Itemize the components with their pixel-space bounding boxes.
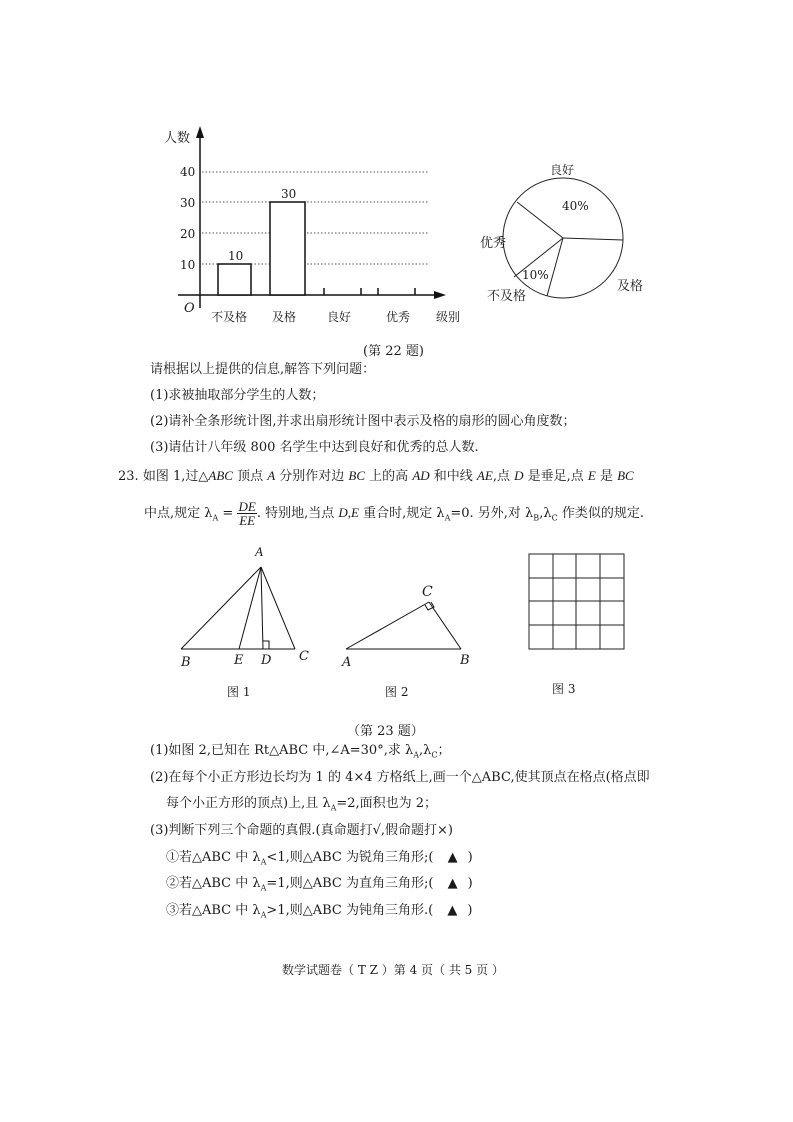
q23-statement-3: ③若△ABC 中 $\lambda_A>1$,则△ABC 为钝角三角形.( ▲ ) [166,903,473,920]
q22-caption: (第 22 题) [363,344,424,359]
pie-label-jige: 及格 [617,279,644,294]
x-cat-bujige: 不及格 [211,310,248,324]
bar-bujige [218,264,251,295]
x-axis-title: 级别 [436,310,461,324]
figure-2 [335,575,485,705]
y-tick-30: 30 [180,196,196,210]
fig1-point-b: B [181,655,191,670]
q23-part2-line1: (2)在每个小正方形边长均为 1 的 4×4 方格纸上,画一个△ABC,使其顶点在格点(格点即 [150,770,650,785]
q22-part1: (1)求被抽取部分学生的人数； [150,388,325,403]
fig1-point-d: D [261,653,272,668]
fig1-point-a: A [255,544,263,559]
x-cat-lianghao: 良好 [327,310,352,324]
q23-part1: (1)如图 2,已知在 Rt△ABC 中,∠A=30°,求 $\lambda_A,\lambda_C$； [150,743,451,760]
page-footer: 数学试题卷（ T Z ）第 4 页（ 共 5 页 ） [282,963,504,977]
answer-placeholder-icon: ▲ [447,876,458,891]
q23-part3: (3)判断下列三个命题的真假.(真命题打√,假命题打×) [150,823,453,838]
empty-bar-ticks [324,288,415,295]
fig1-point-e: E [234,653,244,668]
q22-part3: (3)请估计八年级 800 名学生中达到良好和优秀的总人数. [150,440,479,455]
fig1-label: 图 1 [227,685,251,699]
q23-caption: （第 23 题） [347,724,424,739]
fig2-point-c: C [422,584,433,600]
y-tick-40: 40 [180,165,196,179]
answer-placeholder-icon: ▲ [447,903,458,918]
pie-value-bujige: 10% [522,268,549,282]
grid-4x4 [529,554,624,649]
fig3-label: 图 3 [552,682,576,695]
fig2-label: 图 2 [385,685,409,699]
x-cat-youxiu: 优秀 [386,310,411,324]
fig2-point-b: B [460,653,470,668]
answer-placeholder-icon: ▲ [447,850,458,865]
pie-label-youxiu: 优秀 [480,236,507,251]
q23-stem-line1: 23. 如图 1,过△ABC 顶点 A 分别作对边 BC 上的高 AD 和中线 AE,点 D 是垂足,点 E 是 BC [118,468,634,484]
bar-value-bujige: 10 [228,249,244,263]
q22-intro: 请根据以上提供的信息,解答下列问题： [150,362,376,377]
x-cat-jige: 及格 [272,310,297,324]
fig1-point-c: C [299,649,309,664]
pie-chart [480,160,660,310]
fraction-de-ee: $\frac{DE}{EE}$ [238,499,256,528]
q23-stem-line2: 中点,规定 $\lambda_A$ = $\frac{DE}{EE}$ . 特别地,当点 D,E 重合时,规定 $\lambda_A=0$. 另外,对 $\lambda_B,\lambda_C$ 作类似的规定. [144,499,644,528]
x-axis-arrow-icon [434,291,446,299]
y-tick-20: 20 [180,227,196,241]
origin-label: O [184,301,195,316]
y-axis-title: 人数 [164,131,191,146]
figure-1 [170,540,320,705]
figure-3 [520,545,630,695]
bar-chart [160,120,470,330]
pie-value-lianghao: 40% [562,199,589,213]
q22-part2: (2)请补全条形统计图,并求出扇形统计图中表示及格的扇形的圆心角度数； [150,414,576,429]
pie-label-bujige: 不及格 [487,289,527,304]
q23-number: 23. [118,469,139,484]
q23-statement-2: ②若△ABC 中 $\lambda_A=1$,则△ABC 为直角三角形;( ▲ ) [166,876,473,893]
q23-statement-1: ①若△ABC 中 $\lambda_A<1$,则△ABC 为锐角三角形;( ▲ ) [166,850,473,867]
q23-part2-line2: 每个小正方形的顶点)上,且 $\lambda_A=2$,面积也为 2； [166,796,438,813]
bar-value-jige: 30 [281,187,297,201]
pie-label-lianghao: 良好 [550,163,575,177]
y-tick-10: 10 [180,258,196,272]
y-axis-arrow-icon [196,126,204,138]
fig2-point-a: A [342,655,352,670]
bar-jige [270,202,305,295]
